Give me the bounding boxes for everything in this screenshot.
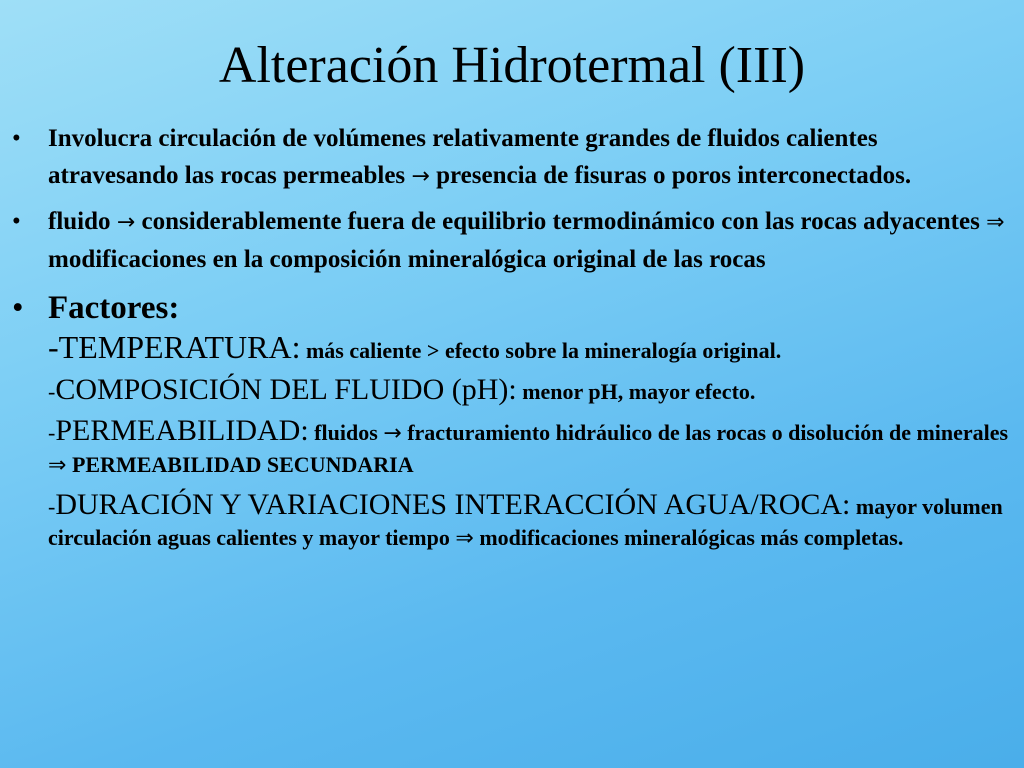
right-arrow-icon: → (116, 210, 136, 235)
right-arrow-icon: → (411, 164, 430, 189)
bullet-text: modificaciones en la composición mineralógica original de las rocas (48, 246, 766, 273)
factor-permeabilidad (0, 415, 1024, 481)
bullet-text: presencia de fisuras o poros interconectados. (429, 162, 912, 189)
right-arrow-icon: → (383, 421, 402, 446)
factor-dash: - (48, 379, 56, 404)
factor-dash: - (48, 329, 59, 365)
factor-heading: COMPOSICIÓN DEL FLUIDO (pH): (55, 373, 517, 406)
factor-description: menor pH, mayor efecto. (516, 379, 756, 404)
factores-label: Factores: (48, 290, 180, 326)
bullet-text: considerablemente fuera de equilibrio termodinámico con las rocas adyacentes (135, 208, 987, 235)
bullet-fluido (0, 203, 1024, 278)
factor-description: mayor volumen circulación aguas calientes y mayor tiempo (48, 494, 1003, 550)
factor-description: fracturamiento hidráulico de las rocas o disolución de minerales (401, 420, 1009, 445)
factor-description: PERMEABILIDAD SECUNDARIA (66, 452, 414, 477)
bullet-text: fluido (48, 208, 117, 235)
implies-arrow-icon: ⇒ (986, 210, 1005, 235)
factor-heading: TEMPERATURA: (58, 329, 301, 365)
factor-dash: - (48, 494, 56, 519)
bullet-circulacion (0, 120, 1024, 195)
factor-duracion (0, 489, 1024, 554)
bullet-symbol: • (12, 208, 21, 235)
factor-composicion (0, 374, 1024, 407)
factor-heading: PERMEABILIDAD: (55, 414, 309, 447)
factor-description: fluidos (308, 420, 384, 445)
bullet-list (0, 120, 1024, 562)
implies-arrow-icon: ⇒ (455, 526, 474, 551)
factor-description: más caliente > efecto sobre la mineralogía original. (300, 338, 782, 363)
bullet-symbol: • (12, 290, 24, 326)
slide-title: Alteración Hidrotermal (III) (218, 37, 806, 94)
bullet-factores (0, 288, 1024, 328)
implies-arrow-icon: ⇒ (48, 453, 67, 478)
bullet-symbol: • (12, 125, 21, 152)
factor-dash: - (48, 420, 56, 445)
factor-heading: DURACIÓN Y VARIACIONES INTERACCIÓN AGUA/ROCA: (55, 488, 851, 521)
factor-description: modificaciones mineralógicas más completas. (473, 525, 904, 550)
factor-temperatura (0, 329, 1024, 366)
bullet-text: Involucra circulación de volúmenes relativamente grandes de fluidos calientes atravesando las rocas permeables (48, 125, 878, 189)
